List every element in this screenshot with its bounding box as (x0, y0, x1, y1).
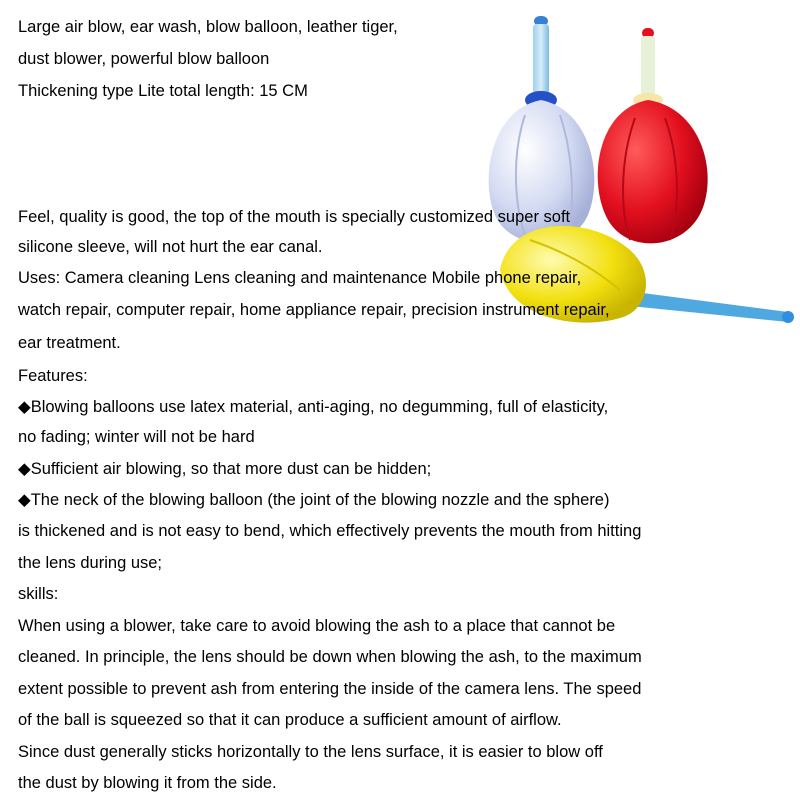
red-bulb (598, 28, 708, 243)
skills-line-2: cleaned. In principle, the lens should be down when blowing the ash, to the maximum (18, 648, 642, 666)
skills-heading: skills: (18, 585, 59, 603)
skills-line-1: When using a blower, take care to avoid blowing the ash to a place that cannot be (18, 617, 616, 635)
intro-line-3: Thickening type Lite total length: 15 CM (18, 82, 308, 100)
features-heading: Features: (18, 367, 88, 385)
intro-line-1: Large air blow, ear wash, blow balloon, leather tiger, (18, 18, 398, 36)
feature-3-line-3: the lens during use; (18, 554, 163, 572)
feature-1-line-2: no fading; winter will not be hard (18, 428, 255, 446)
skills-line-6: the dust by blowing it from the side. (18, 774, 277, 792)
skills-line-3: extent possible to prevent ash from entering the inside of the camera lens. The speed (18, 680, 642, 698)
feature-2: ◆Sufficient air blowing, so that more dust can be hidden; (18, 460, 432, 478)
feature-1-line-1: ◆Blowing balloons use latex material, anti-aging, no degumming, full of elasticity, (18, 398, 609, 416)
body-line-5: ear treatment. (18, 334, 121, 352)
intro-line-2: dust blower, powerful blow balloon (18, 50, 270, 68)
feature-3-line-2: is thickened and is not easy to bend, which effectively prevents the mouth from hitting (18, 522, 642, 540)
body-line-2: silicone sleeve, will not hurt the ear canal. (18, 238, 323, 256)
feature-3-line-1: ◆The neck of the blowing balloon (the joint of the blowing nozzle and the sphere) (18, 491, 610, 509)
body-line-4: watch repair, computer repair, home appliance repair, precision instrument repair, (18, 301, 610, 319)
skills-line-4: of the ball is squeezed so that it can produce a sufficient amount of airflow. (18, 711, 562, 729)
body-line-3: Uses: Camera cleaning Lens cleaning and maintenance Mobile phone repair, (18, 269, 582, 287)
skills-line-5: Since dust generally sticks horizontally to the lens surface, it is easier to blow off (18, 743, 603, 761)
body-line-1: Feel, quality is good, the top of the mouth is specially customized super soft (18, 208, 571, 226)
